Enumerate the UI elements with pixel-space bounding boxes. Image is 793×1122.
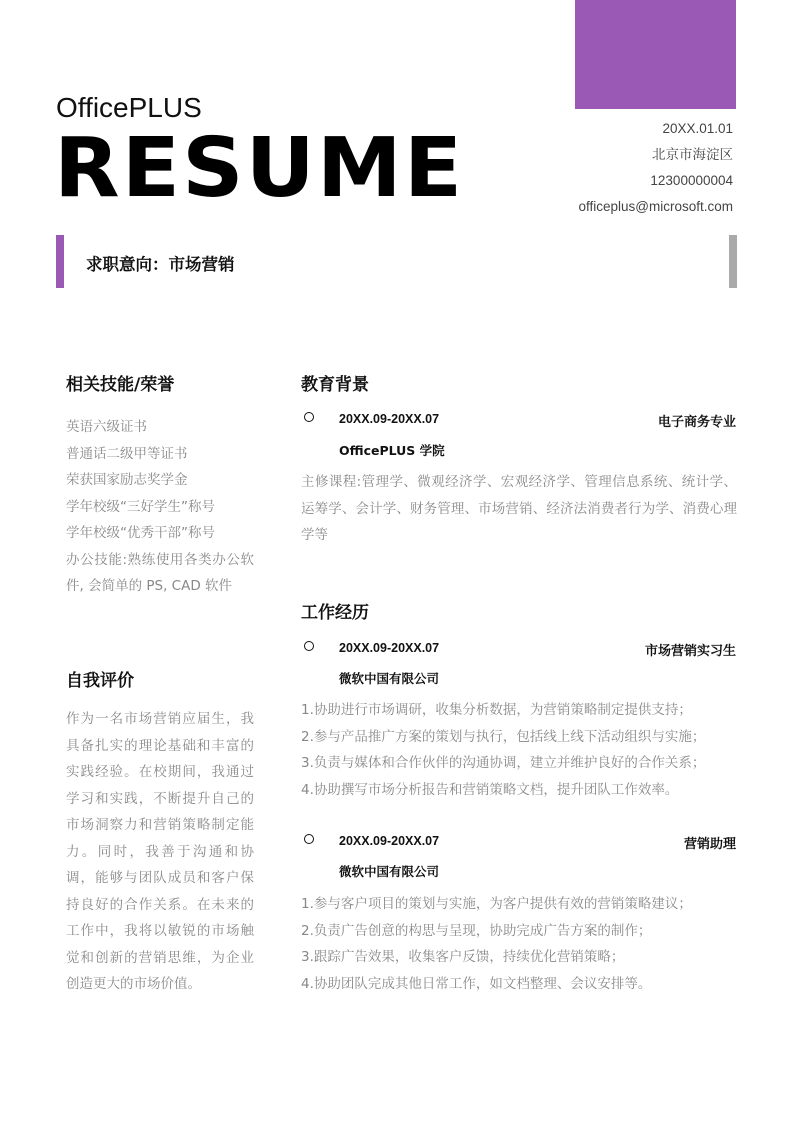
duty-item: 1.参与客户项目的策划与实施，为客户提供有效的营销策略建议； — [301, 896, 692, 912]
duty-item: 4.协助撰写市场分析报告和营销策略文档，提升团队工作效率。 — [301, 781, 679, 798]
education-title: 教育背景 — [301, 375, 369, 395]
contact-phone: 12300000004 — [650, 173, 733, 188]
job-date: 20XX.09-20XX.07 — [339, 641, 440, 655]
skill-item: 普通话二级甲等证书 — [66, 445, 188, 462]
education-school: OfficePLUS 学院 — [339, 443, 445, 458]
education-courses: 主修课程:管理学、微观经济学、宏观经济学、管理信息系统、统计学、运筹学、会计学、财务管理、市场营销、经济法消费者行为学、消费心理学等 — [301, 474, 737, 543]
skill-item: 办公技能:熟练使用各类办公软件, 会简单的 PS, CAD 软件 — [66, 551, 254, 594]
self-eval-title: 自我评价 — [66, 671, 134, 691]
contact-address: 北京市海淀区 — [652, 147, 733, 162]
skill-item: 英语六级证书 — [66, 419, 147, 435]
brand-name: OfficePLUS — [56, 92, 202, 123]
contact-date: 20XX.01.01 — [662, 121, 733, 136]
skills-list — [66, 414, 254, 600]
job-role: 市场营销实习生 — [644, 644, 736, 659]
job-role: 营销助理 — [684, 833, 736, 852]
self-eval-text: 作为一名市场营销应届生，我具备扎实的理论基础和丰富的实践经验。在校期间，我通过学习和实践，不断提升自己的市场洞察力和营销策略制定能力。同时，我善于沟通和协调，能够与团队成员和客户保持良好的合作关系。在未来的工作中，我将以敏锐的市场触觉和创新的营销思维，为企业创造更大的市场价值。 — [66, 711, 254, 992]
skill-item: 学年校级“三好学生”称号 — [66, 498, 215, 515]
job-objective: 求职意向：市场营销 — [86, 255, 235, 274]
education-date: 20XX.09-20XX.07 — [339, 412, 440, 426]
job-bullet-icon — [304, 834, 314, 844]
job-duties — [301, 891, 737, 997]
skill-item: 荣获国家励志奖学金 — [66, 472, 188, 488]
resume-title: RESUME — [54, 121, 465, 216]
duty-item: 4.协助团队完成其他日常工作，如文档整理、会议安排等。 — [301, 975, 652, 992]
objective-bar-left — [56, 235, 64, 288]
duty-item: 3.负责与媒体和合作伙伴的沟通协调，建立并维护良好的合作关系； — [301, 755, 706, 771]
job-bullet-icon — [304, 641, 314, 651]
duty-item: 3.跟踪广告效果，收集客户反馈，持续优化营销策略； — [301, 949, 625, 965]
skill-item: 学年校级“优秀干部”称号 — [66, 525, 215, 541]
skills-title: 相关技能/荣誉 — [66, 375, 175, 395]
contact-email: officeplus@microsoft.com — [578, 199, 733, 214]
duty-item: 2.参与产品推广方案的策划与执行，包括线上线下活动组织与实施； — [301, 728, 706, 745]
contact-info — [578, 116, 733, 220]
objective-bar-right — [729, 235, 737, 288]
duty-item: 1.协助进行市场调研，收集分析数据，为营销策略制定提供支持； — [301, 702, 692, 718]
education-bullet-icon — [304, 412, 314, 422]
accent-block — [575, 0, 736, 109]
job-company: 微软中国有限公司 — [339, 864, 440, 879]
job-duties — [301, 697, 737, 803]
education-major: 电子商务专业 — [657, 415, 736, 430]
job-date: 20XX.09-20XX.07 — [339, 834, 440, 848]
duty-item: 2.负责广告创意的构思与呈现，协助完成广告方案的制作； — [301, 922, 652, 939]
job-company: 微软中国有限公司 — [339, 671, 440, 686]
work-title: 工作经历 — [301, 603, 369, 623]
